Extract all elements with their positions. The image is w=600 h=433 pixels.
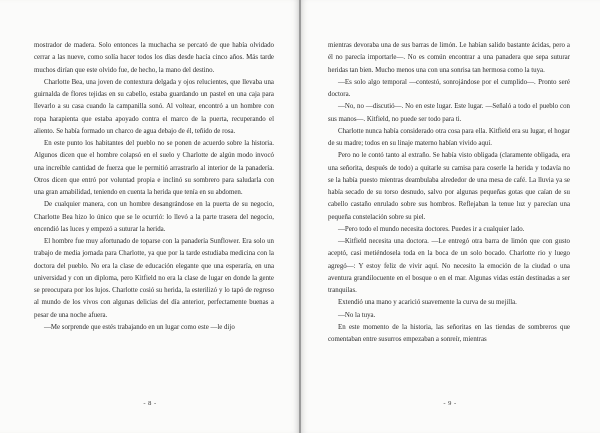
paragraph: Pero no le contó tanto al extraño. Se había visto obligada (claramente obligada, era una señorita, después de todo) a quitarle su camisa para coserle la herida y todavía no se la había puesto mientras deambulaba alrededor de una mesa de café. La lluvia ya se había secado de su torso desnudo, salvo por algunas pequeñas gotas que caían de su cabello castaño enrulado sobre sus hombros. Reflejaban la tenue luz y parecían una pequeña constelación sobre su piel. bbox=[328, 152, 570, 221]
right-page-text bbox=[328, 40, 570, 346]
paragraph: —Kitfield necesita una doctora. —Le entregó otra barra de limón que con gusto aceptó, casi metiéndosela toda en la boca de un solo bocado. Charlotte rio y luego agregó—: Y estoy feliz de vivir aquí. No necesito la emoción de la ciudad o una aventura grandilocuente en el bosque o en el mar. Algunas vidas están destinadas a ser tranquilas. bbox=[328, 238, 570, 294]
page-number: - 9 - bbox=[443, 400, 457, 407]
paragraph: —No la tuya. bbox=[338, 311, 376, 319]
paragraph: —No, no —discutió—. No en este lugar. Este lugar. —Señaló a todo el pueblo con sus manos—. Kitfield, no puede ser todo para ti. bbox=[328, 103, 570, 123]
right-page bbox=[300, 0, 600, 433]
left-page-text bbox=[34, 40, 274, 334]
paragraph: Extendió una mano y acarició suavemente la curva de su mejilla. bbox=[338, 299, 517, 307]
paragraph: —Me sorprende que estés trabajando en un lugar como este —le dijo bbox=[44, 323, 235, 331]
paragraph: De cualquier manera, con un hombre desangrándose en la puerta de su negocio, Charlotte Bea hizo lo único que se le ocurrió: lo llevó a la parte trasera del negocio, encendió las luces y empezó a suturar la herida. bbox=[34, 201, 274, 233]
paragraph: —Pero todo el mundo necesita doctores. Puedes ir a cualquier lado. bbox=[338, 225, 525, 233]
page-number: - 8 - bbox=[143, 400, 157, 407]
paragraph: En este momento de la historia, las señoritas en las tiendas de sombreros que comentaban entre susurros empezaban a sonreír, mientras bbox=[328, 323, 570, 343]
paragraph: mientras devoraba una de sus barras de limón. Le habían salido bastante ácidas, pero a él no parecía importarle—. No es común encontrar a una panadera que sepa suturar heridas tan bien. Mucho menos una con una sonrisa tan hermosa como la tuya. bbox=[328, 42, 570, 74]
paragraph: Charlotte nunca había considerado otra cosa para ella. Kitfield era su lugar, el hogar de su madre; todos en su linaje materno habían vivido aquí. bbox=[328, 127, 570, 147]
paragraph: —Es solo algo temporal —contestó, sonrojándose por el cumplido—. Pronto seré doctora. bbox=[328, 78, 570, 98]
book-gutter bbox=[299, 0, 301, 433]
paragraph: mostrador de madera. Solo entonces la muchacha se percató de que había olvidado cerrar a las nueve, como solía hacer todos los días desde hacía cinco años. Más tarde muchos dirían que este olvido fue, de hecho, la mano del destino. bbox=[34, 42, 274, 74]
paragraph: En este punto los habitantes del pueblo no se ponen de acuerdo sobre la historia. Algunos dicen que el hombre colapsó en el suelo y Charlotte de algún modo invocó una increíble cantidad de fuerza que le permitió arrastrarlo al interior de la panadería. Otros dicen que entró por voluntad propia e inclinó su sombrero para saludarla con una gran amabilidad, teniendo en cuenta la herida que tenía en su abdomen. bbox=[34, 140, 274, 196]
paragraph: Charlotte Bea, una joven de contextura delgada y ojos relucientes, que llevaba una guirnalda de flores tejidas en su cabello, estaba guardando un pastel en una caja para llevarlo a su casa cuando la campanilla sonó. Al voltear, encontró a un hombre con ropa harapienta que estaba apoyado contra el marco de la puerta, recuperando el aliento. Se había formado un charco de agua debajo de él, teñido de rosa. bbox=[34, 78, 274, 135]
paragraph: El hombre fue muy afortunado de toparse con la panadería Sunflower. Era solo un trabajo de media jornada para Charlotte, ya que por la tarde estudiaba medicina con la doctora del pueblo. No era la clase de educación elegante que una esperaría, en una universidad y con un diploma, pero Kitfield no era la clase de lugar en donde la gente se preocupara por los lujos. Charlotte cosió su herida, la esterilizó y lo tapó de regreso al mundo de los vivos con algunas delicias del día anterior, perfectamente buenas a pesar de una noche afuera. bbox=[34, 238, 274, 319]
